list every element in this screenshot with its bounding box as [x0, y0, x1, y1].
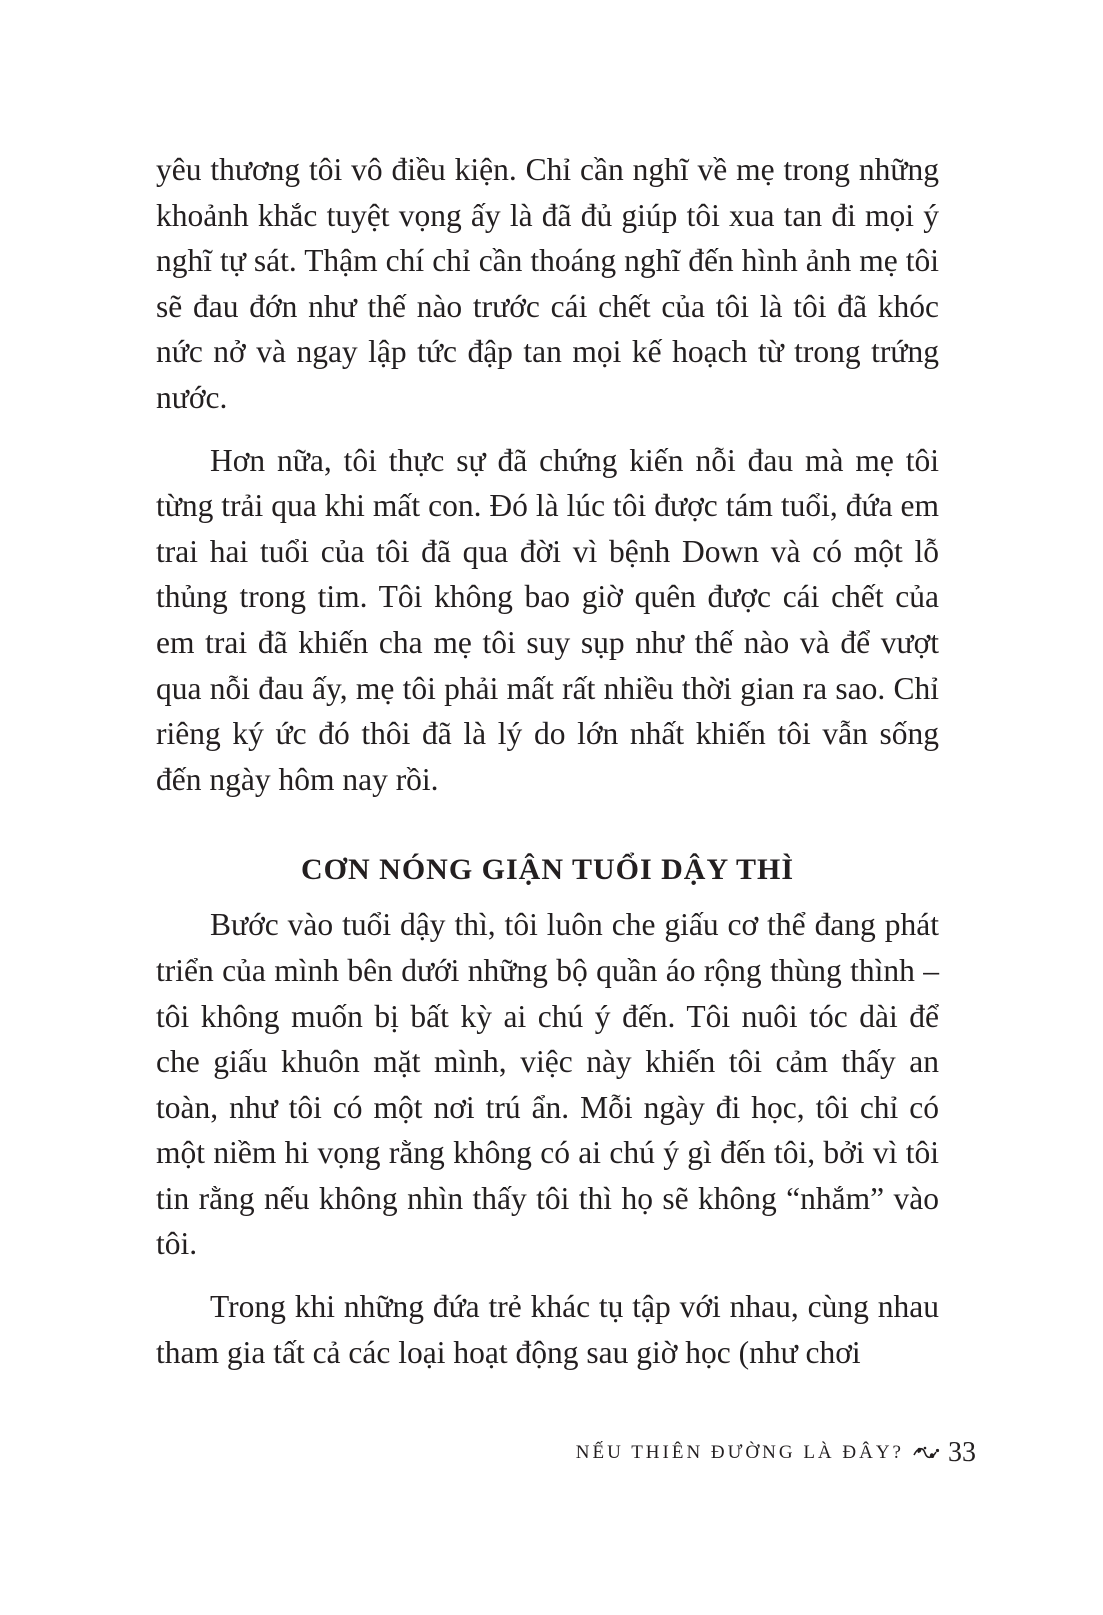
running-title: NẾU THIÊN ĐƯỜNG LÀ ĐÂY?: [575, 1442, 904, 1463]
section-heading: CƠN NÓNG GIẬN TUỔI DẬY THÌ: [300, 853, 794, 887]
body-paragraph-1: yêu thương tôi vô điều kiện. Chỉ cần nghĩ về mẹ trong những khoảnh khắc tuyệt vọng ấy là đã đủ giúp tôi xua tan đi mọi ý nghĩ tự sát. Thậm chí chỉ cần thoáng nghĩ đến hình ảnh mẹ tôi sẽ đau đớn như thế nào trước cái chết của tôi là tôi đã khóc nức nở và ngay lập tức đập tan mọi kế hoạch từ trong trứng nước.: [156, 152, 939, 415]
page-footer: [576, 1437, 976, 1469]
page-number: 33: [948, 1437, 976, 1468]
floral-ornament-icon: [912, 1443, 940, 1463]
section-paragraph-2: Trong khi những đứa trẻ khác tụ tập với nhau, cùng nhau tham gia tất cả các loại hoạt động sau giờ học (như chơi: [156, 1289, 939, 1370]
body-paragraph-2: Hơn nữa, tôi thực sự đã chứng kiến nỗi đau mà mẹ tôi từng trải qua khi mất con. Đó là lúc tôi được tám tuổi, đứa em trai hai tuổi của tôi đã qua đời vì bệnh Down và có một lỗ thủng trong tim. Tôi không bao giờ quên được cái chết của em trai đã khiến cha mẹ tôi suy sụp như thế nào và để vượt qua nỗi đau ấy, mẹ tôi phải mất rất nhiều thời gian ra sao. Chỉ riêng ký ức đó thôi đã là lý do lớn nhất khiến tôi vẫn sống đến ngày hôm nay rồi.: [156, 442, 939, 797]
page-body: [156, 147, 939, 1375]
section-paragraph-1: Bước vào tuổi dậy thì, tôi luôn che giấu cơ thể đang phát triển của mình bên dưới những bộ quần áo rộng thùng thình – tôi không muốn bị bất kỳ ai chú ý đến. Tôi nuôi tóc dài để che giấu khuôn mặt mình, việc này khiến tôi cảm thấy an toàn, như tôi có một nơi trú ẩn. Mỗi ngày đi học, tôi chỉ có một niềm hi vọng rằng không có ai chú ý gì đến tôi, bởi vì tôi tin rằng nếu không nhìn thấy tôi thì họ sẽ không “nhắm” vào tôi.: [156, 907, 939, 1262]
